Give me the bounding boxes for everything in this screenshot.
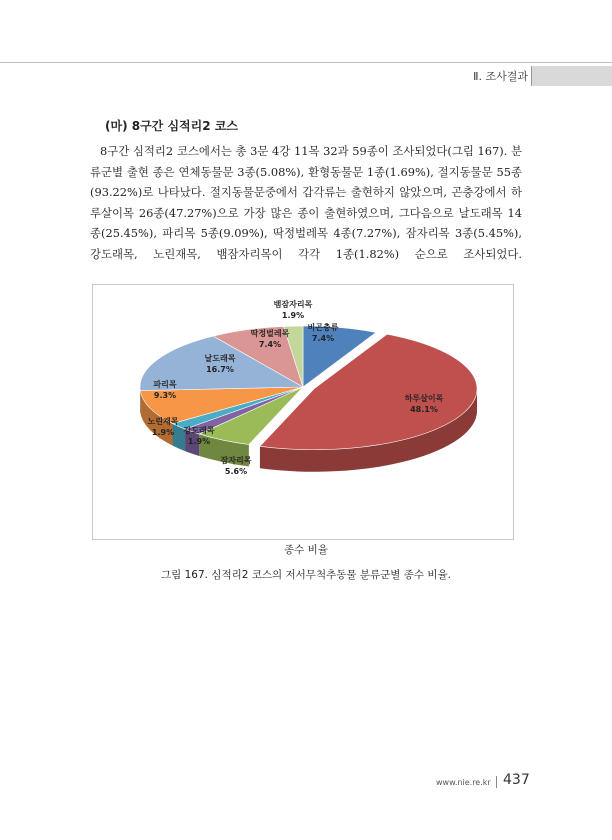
pie-label-1: 하루살이목: [404, 394, 444, 403]
header-tab-block: [532, 66, 612, 86]
chart-title: 종수 비율: [284, 544, 328, 556]
pie-label-5: 파리목: [153, 380, 177, 389]
pie-chart: [93, 285, 513, 539]
footer-separator: [496, 776, 497, 788]
section-title: (마) 8구간 심적리2 코스: [105, 119, 238, 133]
pie-value-8: 1.9%: [281, 311, 305, 320]
pie-value-5: 9.3%: [153, 391, 177, 400]
pie-value-0: 7.4%: [311, 334, 335, 343]
pie-value-4: 1.9%: [151, 428, 175, 437]
body-paragraph: 8구간 심적리2 코스에서는 총 3문 4강 11목 32과 59종이 조사되었다(그림 167). 분류군별 출현 종은 연체동물문 3종(5.08%), 환형동물문 1종(1.69%), 절지동물문 55종(93.22%)로 나타났다. 절지동물문중에서 갑각류는 출현하지 않았으며, 곤충강에서 하루살이목 26종(47.27%)으로 가장 많은 종이 출현하였으며, 그다음으로 날도래목 14종(25.45%), 파리목 5종(9.09%), 딱정벌레목 4종(7.27%), 잠자리목 3종(5.45%), 강도래목, 노린재목, 뱀잠자리목이 각각 1종(1.82%) 순으로 조사되었다.: [90, 144, 522, 261]
pie-label-4: 노린재목: [147, 417, 179, 426]
body-text: [90, 141, 522, 265]
pie-value-6: 16.7%: [206, 365, 234, 374]
pie-chart-container: [92, 284, 514, 540]
pie-value-1: 48.1%: [410, 405, 438, 414]
figure-caption: 그림 167. 심적리2 코스의 저서무척추동물 분류군별 종수 비율.: [160, 569, 452, 581]
pie-label-6: 날도래목: [204, 354, 236, 363]
footer-url: www.nie.re.kr: [436, 778, 491, 787]
pie-label-3: 강도래목: [183, 426, 215, 435]
chapter-title: Ⅱ. 조사결과: [473, 70, 528, 83]
pie-label-2: 잠자리목: [220, 456, 252, 465]
pie-value-3: 1.9%: [187, 437, 211, 446]
pie-label-8: 뱀잠자리목: [273, 300, 313, 309]
page-number: 437: [503, 772, 530, 788]
pie-value-2: 5.6%: [224, 467, 248, 476]
header-rule: [0, 62, 612, 63]
pie-label-0: 비곤충류: [307, 323, 339, 332]
pie-value-7: 7.4%: [258, 340, 282, 349]
pie-label-7: 딱정벌레목: [250, 329, 290, 338]
